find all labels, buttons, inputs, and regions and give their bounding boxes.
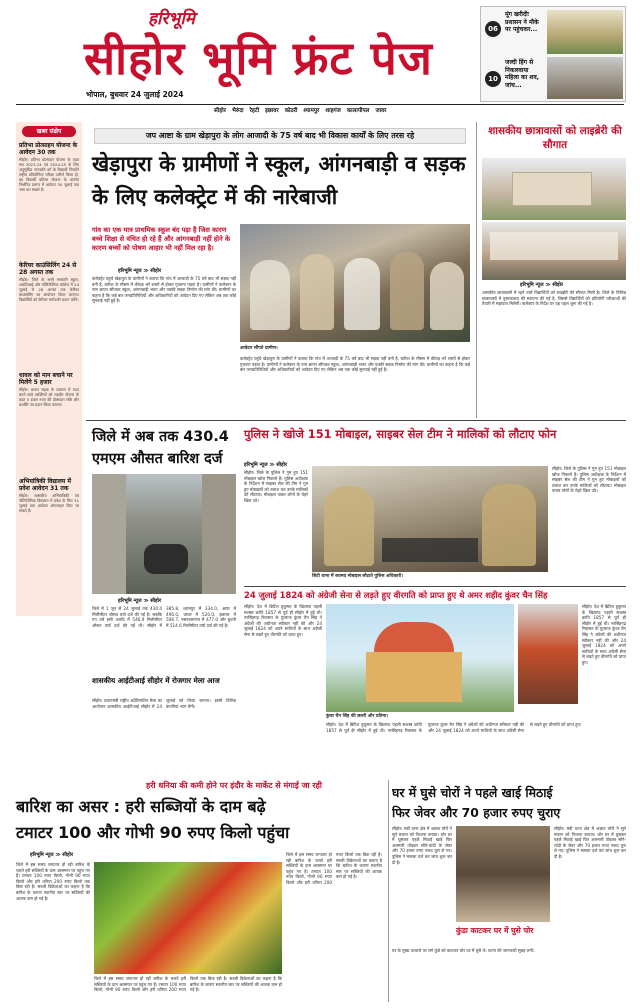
martyr-caption: कुंवर चैन सिंह की छतरी और प्रतिमा। bbox=[326, 714, 389, 719]
teaser-text: जल्दी हिंग से निकलवाया महिला का शव, जांच... bbox=[505, 59, 539, 89]
martyr-photo bbox=[326, 604, 514, 712]
teaser-photo bbox=[547, 57, 623, 99]
sidebar-heading: खबर संक्षेप bbox=[22, 126, 76, 137]
teaser-photo bbox=[547, 10, 623, 54]
city-item: जावर bbox=[375, 108, 387, 114]
teaser-number: 06 bbox=[485, 21, 501, 37]
library-headline: शासकीय छात्रावासों को लाइब्रेरी की सौगात bbox=[488, 125, 622, 151]
iti-body: सीहोर। प्रधानमंत्री राष्ट्रीय अप्रेंटिसशिप मेला का आयोजन शासकीय आईटीआई सीहोर में 24 जुलाई को किया जाएगा। इसमें विभिन्न कंपनियां भाग लेंगी। bbox=[92, 698, 236, 709]
veg-body: जिले में इस समय लगातार हो रही बारिश के चलते हरी सब्जियों के दाम आसमान पर पहुंच गए हैं। टमाटर 100 रुपए किलो, गोभी 90 रुपए किलो और हरी धनिया 200 रुपए किलो तक बिक रही है। सब्जी विक्रेताओं का कहना है कि बारिश के कारण स्थानीय स्तर पर सब्जियों की आवक कम हो गई है। bbox=[16, 862, 90, 901]
martyr-body-right: सीहोर। देश में ब्रिटिश हुकूमत के खिलाफ पहली सशस्त्र क्रांति 1857 से पूर्व ही सीहोर में हुई थी। नरसिंहगढ़ रियासत के युवराज कुंवर चैन सिंह ने अंग्रेजों की अधीनता स्वीकार नहीं की और 24 जुलाई 1824 को अपने साथियों के साथ अंग्रेजी सेना से लड़ते हुए वीरगति को प्राप्त हुए। bbox=[582, 604, 626, 665]
sidebar bbox=[16, 122, 82, 616]
theft-headline-1: घर में घुसे चोरों ने पहले खाई मिठाई bbox=[392, 785, 553, 800]
lead-body-continued: कलेक्ट्रेट पहुंचे खेड़ापुरा के ग्रामीणों ने बताया कि गांव में आजादी के 75 वर्ष बाद भी सड़क नहीं बनी है, बारिश के मौसम में कीचड़ भरे रास्तों से होकर गुजरना पड़ता है। ग्रामीणों ने कलेक्टर के नाम ज्ञापन सौंपकर स्कूल, आंगनबाड़ी भवन और पक्की सड़क निर्माण की मांग की। ग्रामीणों का कहना है कि कई बार जनप्रतिनिधियों और अधिकारियों को आवेदन दिए गए लेकिन अब तक कोई सुनवाई नहीं हुई है। bbox=[240, 356, 470, 373]
police-body-right: सीहोर। जिले के पुलिस ने गुम हुए 151 मोबाइल खोज निकाले हैं। पुलिस अधीक्षक के निर्देशन में साइबर सेल की टीम ने गुम हुए मोबाइलों को तलाश कर उनके मालिकों को लौटाया। मोबाइल पाकर लोगों के चेहरे खिल उठे। bbox=[552, 466, 626, 494]
veg-headline-1: बारिश का असर : हरी सब्जियों के दाम बढ़े bbox=[16, 797, 266, 816]
city-item: कालापीपल bbox=[346, 108, 370, 114]
lead-headline: खेड़ापुरा के ग्रामीणों ने स्कूल, आंगनबाड़ी व सड़क के लिए कलेक्ट्रेट में की नारेबाजी bbox=[92, 152, 466, 209]
city-item: भैरुंदा bbox=[231, 108, 244, 114]
city-item: कोठरी bbox=[284, 108, 298, 114]
martyr-headline: 24 जुलाई 1824 को अंग्रेजी सेना से लड़ते हुए वीरगति को प्राप्त हुए थे अमर शहीद कुंवर चैन सिंह bbox=[244, 590, 548, 600]
rain-photo bbox=[92, 474, 236, 594]
martyr-statue-photo bbox=[518, 604, 578, 704]
brief-title: केरियर काउंसिलिंग 24 से 28 अगस्त तक bbox=[19, 262, 77, 276]
library-byline: हरिभूमि न्यूज ≫ सीहोर bbox=[520, 282, 564, 288]
city-item: श्यामपुर bbox=[303, 108, 320, 114]
teaser-number: 10 bbox=[485, 71, 501, 87]
rain-headline: जिले में अब तक 430.4 एमएम औसत बारिश दर्ज bbox=[92, 429, 229, 467]
city-item: इछावर bbox=[265, 108, 279, 114]
veg-kicker: हरी धनिया की कमी होने पर इंदौर के मार्केट से मंगाई जा रही bbox=[146, 781, 322, 790]
lead-body: कलेक्ट्रेट पहुंचे खेड़ापुरा के ग्रामीणों ने बताया कि गांव में आजादी के 75 वर्ष बाद भी सड़क नहीं बनी है, बारिश के मौसम में कीचड़ भरे रास्तों से होकर गुजरना पड़ता है। ग्रामीणों ने कलेक्टर के नाम ज्ञापन सौंपकर स्कूल, आंगनबाड़ी भवन और पक्की सड़क निर्माण की मांग की। ग्रामीणों का कहना है कि कई बार जनप्रतिनिधियों और अधिकारियों को आवेदन दिए गए लेकिन अब तक कोई सुनवाई नहीं हुई है। bbox=[92, 276, 236, 304]
brand-logo: हरिभूमि bbox=[148, 9, 195, 29]
police-caption: सिटी थाना में बरामद मोबाइल लौटाते पुलिस अधिकारी। bbox=[312, 574, 404, 579]
city-item: सीहोर bbox=[214, 108, 226, 114]
brief-title: अभियांत्रिकी विद्यालय में प्रवेश आवेदन 31 तक bbox=[19, 478, 71, 492]
lead-caption: आवेदन सौंपते ग्रामीण। bbox=[240, 346, 278, 351]
rain-body: जिले में 1 जून से 24 जुलाई तक 430.4 मिलीमीटर औसत वर्षा दर्ज की गई है। जबकि गत वर्ष इसी अवधि में 546.9 मिलीमीटर औसत वर्षा दर्ज की गई थी। सीहोर में 385.8, श्यामपुर में 334.0, आष्टा में 496.0, जावर में 520.0, इछावर में 506.7, नसरुल्लागंज में 477.0 और बुधनी में 514.6 मिलीमीटर वर्षा दर्ज की गई है। bbox=[92, 606, 236, 628]
theft-headline-2: फिर जेवर और 70 हजार रुपए चुराए bbox=[392, 805, 561, 820]
brief-body: सीहोर। शासकीय अभियांत्रिकी एवं पॉलिटेक्निक विद्यालय में प्रवेश के लिए 31 जुलाई तक आवेदन ऑनलाइन किए जा सकते हैं। bbox=[19, 493, 79, 513]
theft-subhead: कुंडा काटकर घर में घुसे चोर bbox=[456, 926, 534, 935]
lead-photo bbox=[240, 224, 470, 342]
library-body: शासकीय छात्रावासों में रहने वाले विद्यार्थियों को लाइब्रेरी की सौगात मिली है। जिले के विभिन्न छात्रावासों में पुस्तकालय की स्थापना की गई है, जिससे विद्यार्थियों को प्रतियोगी परीक्षाओं की तैयारी में सहायता मिलेगी। कलेक्टर के निर्देश पर यह पहल शुरू की गई है। bbox=[482, 290, 626, 307]
brief-body: सीहोर। जिले के सभी सरकारी स्कूल, आईटीआई और पॉलिटेक्निक कॉलेज में 24 जुलाई से 28 अगस्त तक केरियर काउंसलिंग का आयोजन किया जाएगा। विद्यार्थियों को केरियर मार्गदर्शन प्रदान करेंगे। bbox=[19, 277, 79, 302]
dateline: भोपाल, बुधवार 24 जुलाई 2024 bbox=[86, 90, 184, 99]
veg-photo bbox=[94, 862, 282, 974]
library-photo-bottom bbox=[482, 222, 626, 280]
martyr-body-lower: सीहोर। देश में ब्रिटिश हुकूमत के खिलाफ पहली सशस्त्र क्रांति 1857 से पूर्व ही सीहोर में हुई थी। नरसिंहगढ़ रियासत के युवराज कुंवर चैन सिंह ने अंग्रेजों की अधीनता स्वीकार नहीं की और 24 जुलाई 1824 को अपने साथियों के साथ अंग्रेजी सेना से लड़ते हुए वीरगति को प्राप्त हुए। bbox=[326, 722, 582, 733]
lead-byline: हरिभूमि न्यूज ≫ सीहोर bbox=[118, 268, 162, 274]
police-photo bbox=[312, 466, 548, 572]
martyr-body: सीहोर। देश में ब्रिटिश हुकूमत के खिलाफ पहली सशस्त्र क्रांति 1857 से पूर्व ही सीहोर में हुई थी। नरसिंहगढ़ रियासत के युवराज कुंवर चैन सिंह ने अंग्रेजों की अधीनता स्वीकार नहीं की और 24 जुलाई 1824 को अपने साथियों के साथ अंग्रेजी सेना से लड़ते हुए वीरगति को प्राप्त हुए। bbox=[244, 604, 322, 637]
library-photo-top bbox=[482, 158, 626, 220]
veg-body-right: जिले में इस समय लगातार हो रही बारिश के चलते हरी सब्जियों के दाम आसमान पर पहुंच गए हैं। टमाटर 100 रुपए किलो, गोभी 90 रुपए किलो और हरी धनिया 200 रुपए किलो तक बिक रही है। सब्जी विक्रेताओं का कहना है कि बारिश के कारण स्थानीय स्तर पर सब्जियों की आवक कम हो गई है। bbox=[286, 852, 382, 885]
lead-kicker: जप आष्टा के ग्राम खेड़ापुरा के लोग आजादी के 75 वर्ष बाद भी विकास कार्यों के लिए तरस रहे bbox=[94, 128, 466, 144]
theft-body: सीहोर। मंडी थाना क्षेत्र में अज्ञात चोरों ने सूने मकान को निशाना बनाया। चोर घर में घुसकर पहले मिठाई खाई फिर अलमारी तोड़कर सोने-चांदी के जेवर और 70 हजार रुपए नकद चुरा ले गए। पुलिस ने मामला दर्ज कर जांच शुरू कर दी है। bbox=[392, 826, 452, 865]
city-item: रेहटी bbox=[249, 108, 260, 114]
police-byline: हरिभूमि न्यूज ≫ सीहोर bbox=[244, 462, 288, 468]
rain-byline: हरिभूमि न्यूज ≫ सीहोर bbox=[118, 598, 162, 604]
brief-body: सीहोर। प्रतिभा प्रोत्साहन योजना के तहत सत्र 2023-24 एवं 2024-25 के लिए अनुसूचित जनजाति वर्ग के विद्यार्थी जिन्होंने राष्ट्रीय प्रतियोगिता परीक्षा उत्तीर्ण किया हो, वह विद्यार्थी प्रतिभा योजना के अंतर्गत निर्धारित प्रारूप में आवेदन 30 जुलाई तक जमा कर सकते हैं। bbox=[19, 157, 79, 192]
iti-headline: शासकीय आईटीआई सीहोर में रोजगार मेला आज bbox=[92, 676, 220, 685]
teaser-box bbox=[480, 6, 626, 102]
veg-headline-2: टमाटर 100 और गोभी 90 रुपए किलो पहुंचा bbox=[16, 823, 290, 842]
theft-body-right: सीहोर। मंडी थाना क्षेत्र में अज्ञात चोरों ने सूने मकान को निशाना बनाया। चोर घर में घुसकर पहले मिठाई खाई फिर अलमारी तोड़कर सोने-चांदी के जेवर और 70 हजार रुपए नकद चुरा ले गए। पुलिस ने मामला दर्ज कर जांच शुरू कर दी है। bbox=[554, 826, 626, 859]
page-title: सीहोर भूमि फ्रंट पेज bbox=[84, 31, 433, 85]
brief-title: प्रतिभा प्रोत्साहन योजना के आवेदन 30 तक bbox=[19, 142, 78, 156]
teaser-text: मूंग खरीदीः प्रशासन ने मौके पर पहुंचकर... bbox=[505, 11, 539, 33]
police-body: सीहोर। जिले के पुलिस ने गुम हुए 151 मोबाइल खोज निकाले हैं। पुलिस अधीक्षक के निर्देशन में साइबर सेल की टीम ने गुम हुए मोबाइलों को तलाश कर उनके मालिकों को लौटाया। मोबाइल पाकर लोगों के चेहरे खिल उठे। bbox=[244, 470, 308, 503]
brief-body: सीहोर। धावल सड़क के प्रकरण में मदद करने वाले व्यक्तियों को राहवीर योजना के तहत 5 हजार रुपए की प्रोत्साहन राशि और प्रशस्ति पत्र प्रदान किया जाएगा। bbox=[19, 387, 79, 407]
city-item: शाहगंज bbox=[325, 108, 341, 114]
police-headline: पुलिस ने खोजे 151 मोबाइल, साइबर सेल टीम ने मालिकों को लौटाए फोन bbox=[244, 427, 557, 441]
veg-byline: हरिभूमि न्यूज ≫ सीहोर bbox=[30, 852, 74, 858]
theft-photo bbox=[456, 826, 550, 922]
theft-sub-body: घर के मुख्य दरवाजे पर लगे कुंडे को काटकर चोर घर में घुसे थे। घटना की जानकारी सुबह लगी। bbox=[392, 948, 535, 953]
lead-deck: गांव का एक मात्र प्राथमिक स्कूल बंद पड़ा है जिस कारण बच्चे शिक्षा से वंचित हो रहे हैं और आंगनबाड़ी नहीं होने के कारण बच्चों को पोषण आहार भी नहीं मिल रहा है। bbox=[92, 226, 231, 252]
city-strip bbox=[214, 106, 464, 114]
brief-title: धावल को मान बचाने पर मिलेंगे 5 हजार bbox=[19, 372, 73, 386]
veg-body-bottom: जिले में इस समय लगातार हो रही बारिश के चलते हरी सब्जियों के दाम आसमान पर पहुंच गए हैं। टमाटर 100 रुपए किलो, गोभी 90 रुपए किलो और हरी धनिया 200 रुपए किलो तक बिक रही है। सब्जी विक्रेताओं का कहना है कि बारिश के कारण स्थानीय स्तर पर सब्जियों की आवक कम हो गई है। bbox=[94, 976, 282, 993]
